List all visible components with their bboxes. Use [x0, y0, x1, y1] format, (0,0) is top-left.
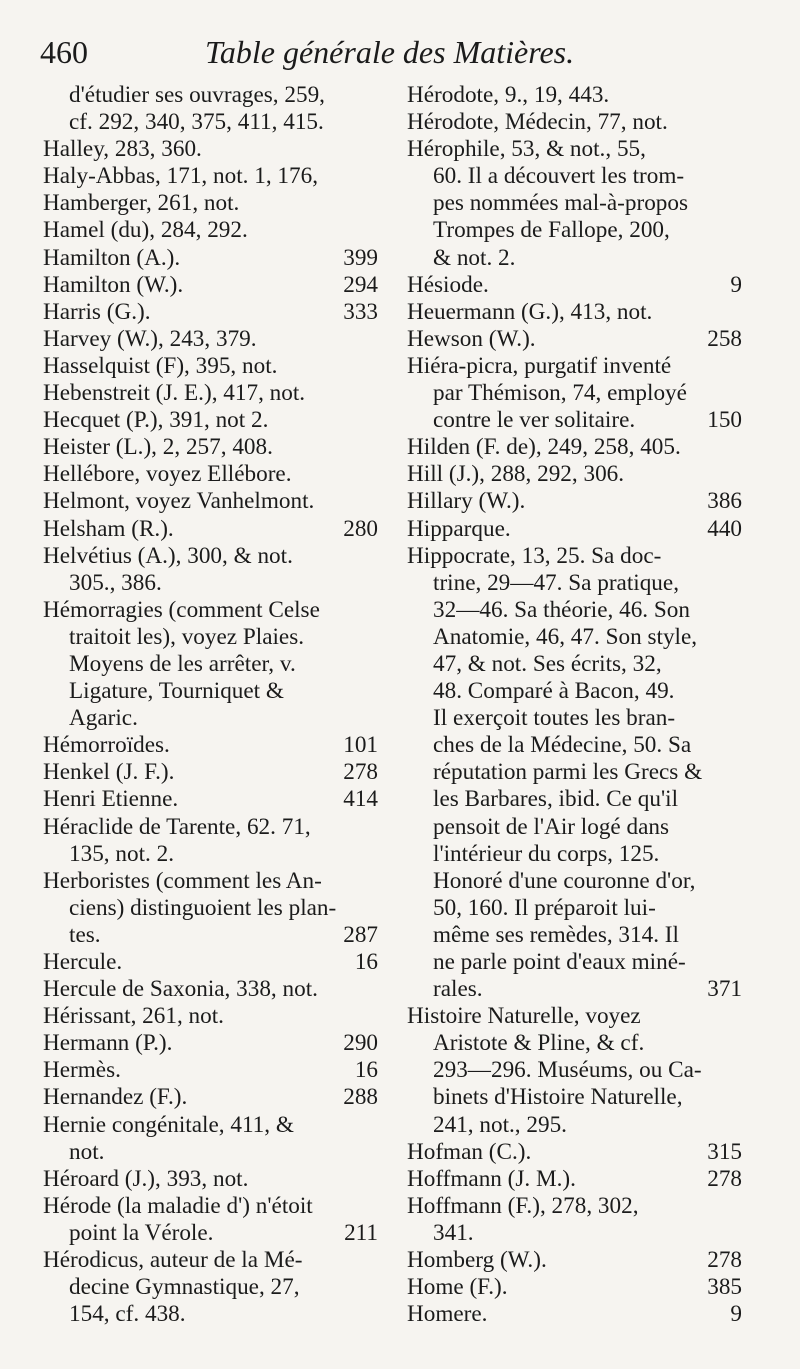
index-entry-line: [43, 353, 378, 380]
entry-text: par Thémison, 74, employé: [433, 380, 687, 407]
entry-text: pes nommées mal-à-propos: [433, 190, 688, 217]
page-number: 460: [40, 34, 88, 70]
index-entry-line: [43, 1274, 378, 1301]
entry-text: Hill (J.), 288, 292, 306.: [407, 461, 625, 488]
entry-text: Hillary (W.).: [407, 488, 526, 515]
index-entry-line: [407, 1301, 742, 1328]
index-entry-line: [407, 109, 742, 136]
entry-text: Hamilton (W.).: [43, 271, 184, 298]
index-entry-line: [43, 516, 378, 543]
index-entry-line: [407, 516, 742, 543]
index-entry-line: [407, 461, 742, 488]
index-entry-line: [407, 624, 742, 651]
index-entry-line: [407, 597, 742, 624]
index-entry-line: [407, 841, 742, 868]
entry-text: Hipparque.: [407, 515, 511, 542]
entry-text: Ligature, Tourniquet &: [69, 678, 284, 705]
index-entry-line: [43, 299, 378, 326]
index-entry-line: [43, 217, 378, 244]
entry-text: Harris (G.).: [43, 298, 151, 325]
entry-page-ref: 280: [343, 515, 378, 542]
entry-page-ref: 333: [343, 298, 378, 325]
entry-text: Hercule de Saxonia, 338, not.: [43, 976, 318, 1003]
index-entry-line: [407, 1030, 742, 1057]
index-entry-line: [407, 1112, 742, 1139]
entry-text: 47, & not. Ses écrits, 32,: [433, 650, 662, 677]
entry-text: Hermann (P.).: [43, 1030, 173, 1057]
index-entry-line: [43, 759, 378, 786]
index-entry-line: [43, 922, 378, 949]
index-entry-line: [43, 705, 378, 732]
entry-text: Moyens de les arrêter, v.: [69, 650, 296, 677]
index-entry-line: [43, 407, 378, 434]
entry-text: Hippocrate, 13, 25. Sa doc-: [407, 542, 662, 569]
entry-text: Anatomie, 46, 47. Son style,: [433, 623, 698, 650]
entry-text: Hamilton (A.).: [43, 244, 181, 271]
entry-page-ref: 278: [707, 1165, 742, 1192]
entry-text: Homberg (W.).: [407, 1247, 547, 1274]
entry-text: réputation parmi les Grecs &: [433, 759, 703, 786]
entry-page-ref: 287: [343, 921, 378, 948]
index-entry-line: [407, 1274, 742, 1301]
index-entry-line: [43, 245, 378, 272]
index-entry-line: [43, 841, 378, 868]
entry-text: & not. 2.: [433, 244, 516, 271]
index-entry-line: [407, 190, 742, 217]
index-entry-line: [43, 786, 378, 813]
index-entry-line: [43, 272, 378, 299]
index-entry-line: [43, 1057, 378, 1084]
index-entry-line: [43, 1166, 378, 1193]
index-entry-line: [407, 651, 742, 678]
index-entry-line: [43, 570, 378, 597]
entry-page-ref: 278: [707, 1247, 742, 1274]
entry-page-ref: 101: [343, 732, 378, 759]
index-entry-line: [407, 272, 742, 299]
entry-page-ref: 386: [707, 488, 742, 515]
entry-page-ref: 294: [343, 271, 378, 298]
index-entry-line: [407, 1193, 742, 1220]
entry-text: Hamberger, 261, not.: [43, 190, 240, 217]
index-entry-line: [43, 488, 378, 515]
index-entry-line: [43, 82, 378, 109]
index-entry-line: [407, 163, 742, 190]
entry-text: Hellébore, voyez Ellébore.: [43, 461, 292, 488]
index-entry-line: [407, 814, 742, 841]
entry-text: Hoffmann (J. M.).: [407, 1165, 576, 1192]
index-entry-line: [407, 1139, 742, 1166]
entry-text: Heuermann (G.), 413, not.: [407, 298, 653, 325]
entry-text: Hérode (la maladie d') n'étoit: [43, 1192, 313, 1219]
index-entry-line: [43, 1003, 378, 1030]
index-entry-line: [43, 814, 378, 841]
entry-text: Héraclide de Tarente, 62. 71,: [43, 813, 311, 840]
entry-text: 135, not. 2.: [69, 840, 174, 867]
index-entry-line: [407, 1057, 742, 1084]
index-entry-line: [43, 190, 378, 217]
index-entry-line: [407, 353, 742, 380]
entry-text: Hernandez (F.).: [43, 1084, 188, 1111]
index-entry-line: [407, 1084, 742, 1111]
entry-text: Hernie congénitale, 411, &: [43, 1111, 294, 1138]
index-entry-line: [43, 1193, 378, 1220]
entry-text: Hérissant, 261, not.: [43, 1003, 224, 1030]
index-entry-line: [43, 976, 378, 1003]
entry-text: Henri Etienne.: [43, 786, 179, 813]
index-entry-line: [407, 705, 742, 732]
index-entry-line: [407, 407, 742, 434]
index-entry-line: [407, 759, 742, 786]
entry-page-ref: 290: [343, 1030, 378, 1057]
index-entry-line: [43, 624, 378, 651]
entry-text: Hésiode.: [407, 271, 489, 298]
index-entry-line: [407, 678, 742, 705]
index-entry-line: [43, 434, 378, 461]
entry-text: contre le ver solitaire.: [433, 407, 636, 434]
index-entry-line: [407, 82, 742, 109]
index-entry-line: [407, 136, 742, 163]
entry-text: cf. 292, 340, 375, 411, 415.: [69, 109, 324, 136]
entry-text: Aristote & Pline, & cf.: [433, 1030, 645, 1057]
index-entry-line: [407, 786, 742, 813]
entry-text: tes.: [69, 921, 101, 948]
entry-text: Trompes de Fallope, 200,: [433, 217, 670, 244]
index-entry-line: [407, 245, 742, 272]
entry-page-ref: 399: [343, 244, 378, 271]
index-entry-line: [43, 1301, 378, 1328]
entry-text: Agaric.: [69, 705, 138, 732]
entry-text: Hémorroïdes.: [43, 732, 170, 759]
entry-page-ref: 16: [354, 949, 378, 975]
index-column-left: [43, 82, 378, 1328]
entry-page-ref: 278: [343, 759, 378, 786]
entry-text: Home (F.).: [407, 1274, 508, 1301]
entry-text: 154, cf. 438.: [69, 1301, 186, 1328]
index-entry-line: [43, 1084, 378, 1111]
entry-text: 48. Comparé à Bacon, 49.: [433, 678, 675, 705]
index-entry-line: [43, 109, 378, 136]
entry-text: Hérodicus, auteur de la Mé-: [43, 1247, 303, 1274]
index-entry-line: [43, 732, 378, 759]
index-entry-line: [407, 299, 742, 326]
entry-page-ref: 371: [707, 976, 742, 1003]
entry-text: rales.: [433, 976, 483, 1003]
entry-text: 293—296. Muséums, ou Ca-: [433, 1057, 702, 1084]
index-entry-line: [43, 597, 378, 624]
entry-page-ref: 288: [343, 1084, 378, 1111]
entry-text: 50, 160. Il préparoit lui-: [433, 894, 656, 921]
entry-text: Hermès.: [43, 1057, 121, 1084]
index-entry-line: [43, 163, 378, 190]
index-entry-line: [407, 895, 742, 922]
index-entry-line: [43, 949, 378, 976]
entry-text: 341.: [433, 1219, 474, 1246]
entry-page-ref: 211: [344, 1219, 378, 1246]
entry-page-ref: 440: [707, 515, 742, 542]
entry-text: Haly-Abbas, 171, not. 1, 176,: [43, 163, 319, 190]
entry-text: Hofman (C.).: [407, 1138, 532, 1165]
entry-text: decine Gymnastique, 27,: [69, 1274, 300, 1301]
entry-text: Homere.: [407, 1301, 488, 1328]
entry-text: Hecquet (P.), 391, not 2.: [43, 407, 269, 434]
index-entry-line: [43, 380, 378, 407]
entry-text: Halley, 283, 360.: [43, 136, 202, 163]
entry-text: l'intérieur du corps, 125.: [433, 840, 660, 867]
entry-page-ref: 9: [730, 271, 742, 298]
page-header: [40, 30, 760, 84]
index-entry-line: [43, 678, 378, 705]
index-entry-line: [43, 461, 378, 488]
entry-page-ref: 385: [707, 1274, 742, 1301]
entry-text: les Barbares, ibid. Ce qu'il: [433, 786, 679, 813]
index-entry-line: [407, 976, 742, 1003]
entry-text: Helsham (R.).: [43, 515, 174, 542]
index-entry-line: [43, 651, 378, 678]
index-entry-line: [407, 868, 742, 895]
index-entry-line: [43, 895, 378, 922]
entry-text: trine, 29—47. Sa pratique,: [433, 569, 679, 596]
entry-text: traitoit les), voyez Plaies.: [69, 623, 305, 650]
entry-text: Heister (L.), 2, 257, 408.: [43, 434, 273, 461]
entry-text: Hamel (du), 284, 292.: [43, 217, 248, 244]
index-entry-line: [407, 1220, 742, 1247]
index-entry-line: [407, 1166, 742, 1193]
entry-page-ref: 16: [354, 1057, 378, 1084]
entry-text: 60. Il a découvert les trom-: [433, 163, 685, 190]
index-entry-line: [43, 868, 378, 895]
entry-text: même ses remèdes, 314. Il: [433, 921, 679, 948]
index-entry-line: [43, 1112, 378, 1139]
entry-text: 305., 386.: [69, 569, 162, 596]
entry-text: Hérodote, Médecin, 77, not.: [407, 109, 668, 136]
entry-text: Héroard (J.), 393, not.: [43, 1165, 249, 1192]
entry-text: Helmont, voyez Vanhelmont.: [43, 488, 315, 515]
entry-page-ref: 315: [707, 1138, 742, 1165]
entry-text: 32—46. Sa théorie, 46. Son: [433, 596, 690, 623]
index-entry-line: [407, 1003, 742, 1030]
index-entry-line: [43, 326, 378, 353]
index-entry-line: [43, 1247, 378, 1274]
entry-text: Histoire Naturelle, voyez: [407, 1003, 641, 1030]
entry-page-ref: 258: [707, 325, 742, 352]
entry-page-ref: 150: [707, 407, 742, 434]
entry-text: Hewson (W.).: [407, 325, 536, 352]
entry-text: Hercule.: [43, 949, 123, 975]
entry-text: Herboristes (comment les An-: [43, 867, 322, 894]
entry-text: Hérophile, 53, & not., 55,: [407, 136, 646, 163]
index-entry-line: [407, 949, 742, 976]
running-head: Table générale des Matières.: [205, 34, 575, 70]
entry-text: ches de la Médecine, 50. Sa: [433, 732, 692, 759]
entry-text: Hoffmann (F.), 278, 302,: [407, 1192, 639, 1219]
entry-text: ciens) distinguoient les plan-: [69, 894, 337, 921]
entry-text: Il exerçoit toutes les bran-: [433, 705, 676, 732]
entry-text: d'étudier ses ouvrages, 259,: [69, 82, 325, 108]
entry-text: binets d'Histoire Naturelle,: [433, 1084, 683, 1111]
index-entry-line: [407, 732, 742, 759]
entry-text: ne parle point d'eaux miné-: [433, 949, 686, 975]
index-entry-line: [43, 1220, 378, 1247]
entry-text: Hémorragies (comment Celse: [43, 596, 320, 623]
entry-page-ref: 414: [343, 786, 378, 813]
entry-text: Harvey (W.), 243, 379.: [43, 325, 257, 352]
entry-text: point la Vérole.: [69, 1219, 214, 1246]
index-entry-line: [407, 434, 742, 461]
entry-text: Hasselquist (F), 395, not.: [43, 352, 278, 379]
entry-text: Honoré d'une couronne d'or,: [433, 867, 696, 894]
index-column-right: [407, 82, 742, 1328]
entry-text: Hérodote, 9., 19, 443.: [407, 82, 610, 108]
entry-text: Hebenstreit (J. E.), 417, not.: [43, 380, 306, 407]
index-entry-line: [407, 1247, 742, 1274]
index-entry-line: [407, 488, 742, 515]
entry-text: 241, not., 295.: [433, 1111, 567, 1138]
index-entry-line: [407, 543, 742, 570]
index-entry-line: [407, 922, 742, 949]
index-entry-line: [43, 543, 378, 570]
index-entry-line: [407, 570, 742, 597]
entry-text: Hilden (F. de), 249, 258, 405.: [407, 434, 681, 461]
entry-text: Helvétius (A.), 300, & not.: [43, 542, 293, 569]
entry-page-ref: 9: [730, 1301, 742, 1328]
index-entry-line: [407, 217, 742, 244]
index-entry-line: [43, 1139, 378, 1166]
index-entry-line: [43, 1030, 378, 1057]
index-entry-line: [407, 380, 742, 407]
index-entry-line: [43, 136, 378, 163]
entry-text: Henkel (J. F.).: [43, 759, 175, 786]
entry-text: pensoit de l'Air logé dans: [433, 813, 670, 840]
index-entry-line: [407, 326, 742, 353]
entry-text: Hiéra-picra, purgatif inventé: [407, 352, 672, 379]
entry-text: not.: [69, 1138, 105, 1165]
